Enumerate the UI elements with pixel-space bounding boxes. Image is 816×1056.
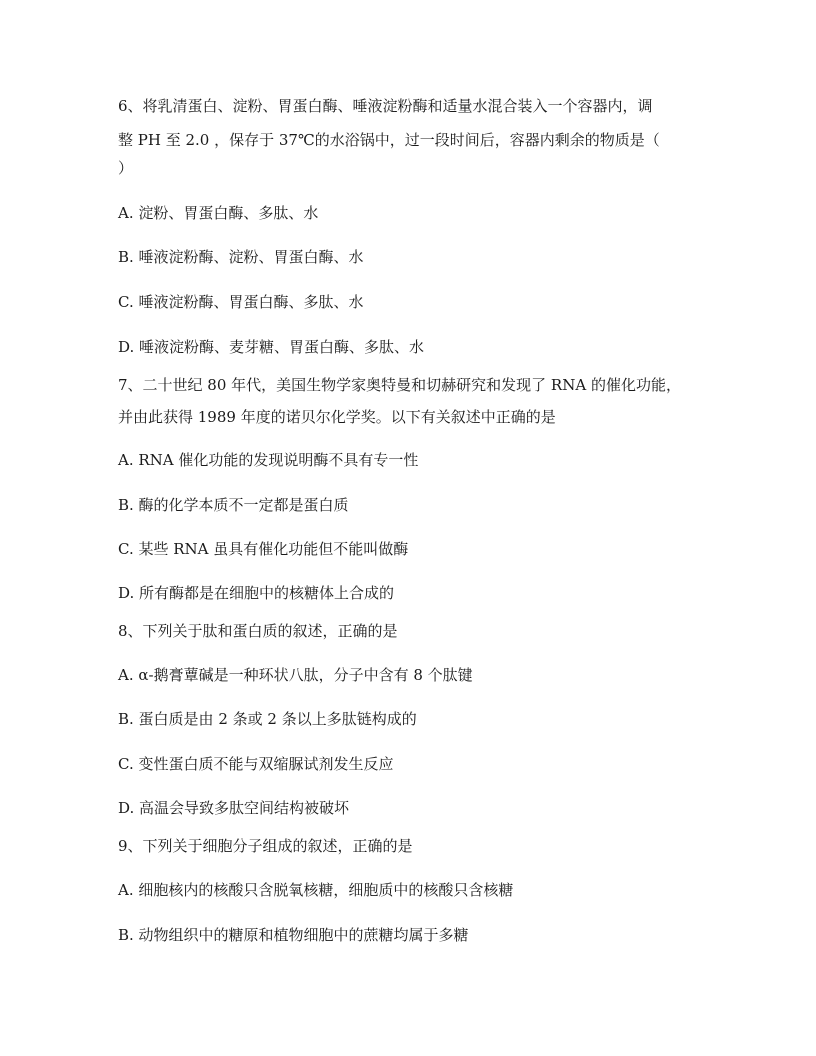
q7-stem-line-2: 并由此获得 1989 年度的诺贝尔化学奖。以下有关叙述中正确的是: [118, 408, 556, 426]
q7-option-a: A. RNA 催化功能的发现说明酶不具有专一性: [118, 451, 419, 469]
q6-option-d: D. 唾液淀粉酶、麦芽糖、胃蛋白酶、多肽、水: [118, 338, 425, 356]
q6-stem-line-2: 整 PH 至 2.0 ，保存于 37℃的水浴锅中，过一段时间后，容器内剩余的物质是（: [118, 131, 660, 149]
q9-option-b: B. 动物组织中的糖原和植物细胞中的蔗糖均属于多糖: [118, 926, 469, 944]
q9-stem: 9、下列关于细胞分子组成的叙述，正确的是: [118, 837, 413, 855]
q7-stem-line-1: 7、二十世纪 80 年代，美国生物学家奥特曼和切赫研究和发现了 RNA 的催化功能，: [118, 376, 681, 394]
q8-option-a: A. α-鹅膏蕈碱是一种环状八肽，分子中含有 8 个肽键: [118, 666, 473, 684]
q7-option-d: D. 所有酶都是在细胞中的核糖体上合成的: [118, 584, 395, 602]
q7-option-c: C. 某些 RNA 虽具有催化功能但不能叫做酶: [118, 540, 409, 558]
q8-option-d: D. 高温会导致多肽空间结构被破坏: [118, 799, 350, 817]
q6-stem-line-3: ）: [118, 159, 134, 177]
q6-option-a: A. 淀粉、胃蛋白酶、多肽、水: [118, 204, 319, 222]
q6-stem-line-1: 6、将乳清蛋白、淀粉、胃蛋白酶、唾液淀粉酶和适量水混合装入一个容器内，调: [118, 97, 653, 115]
q8-option-c: C. 变性蛋白质不能与双缩脲试剂发生反应: [118, 755, 394, 773]
q9-option-a: A. 细胞核内的核酸只含脱氧核糖，细胞质中的核酸只含核糖: [118, 881, 514, 899]
q6-option-c: C. 唾液淀粉酶、胃蛋白酶、多肽、水: [118, 293, 364, 311]
q8-stem: 8、下列关于肽和蛋白质的叙述，正确的是: [118, 622, 398, 640]
q6-option-b: B. 唾液淀粉酶、淀粉、胃蛋白酶、水: [118, 248, 364, 266]
q8-option-b: B. 蛋白质是由 2 条或 2 条以上多肽链构成的: [118, 710, 417, 728]
q7-option-b: B. 酶的化学本质不一定都是蛋白质: [118, 496, 349, 514]
